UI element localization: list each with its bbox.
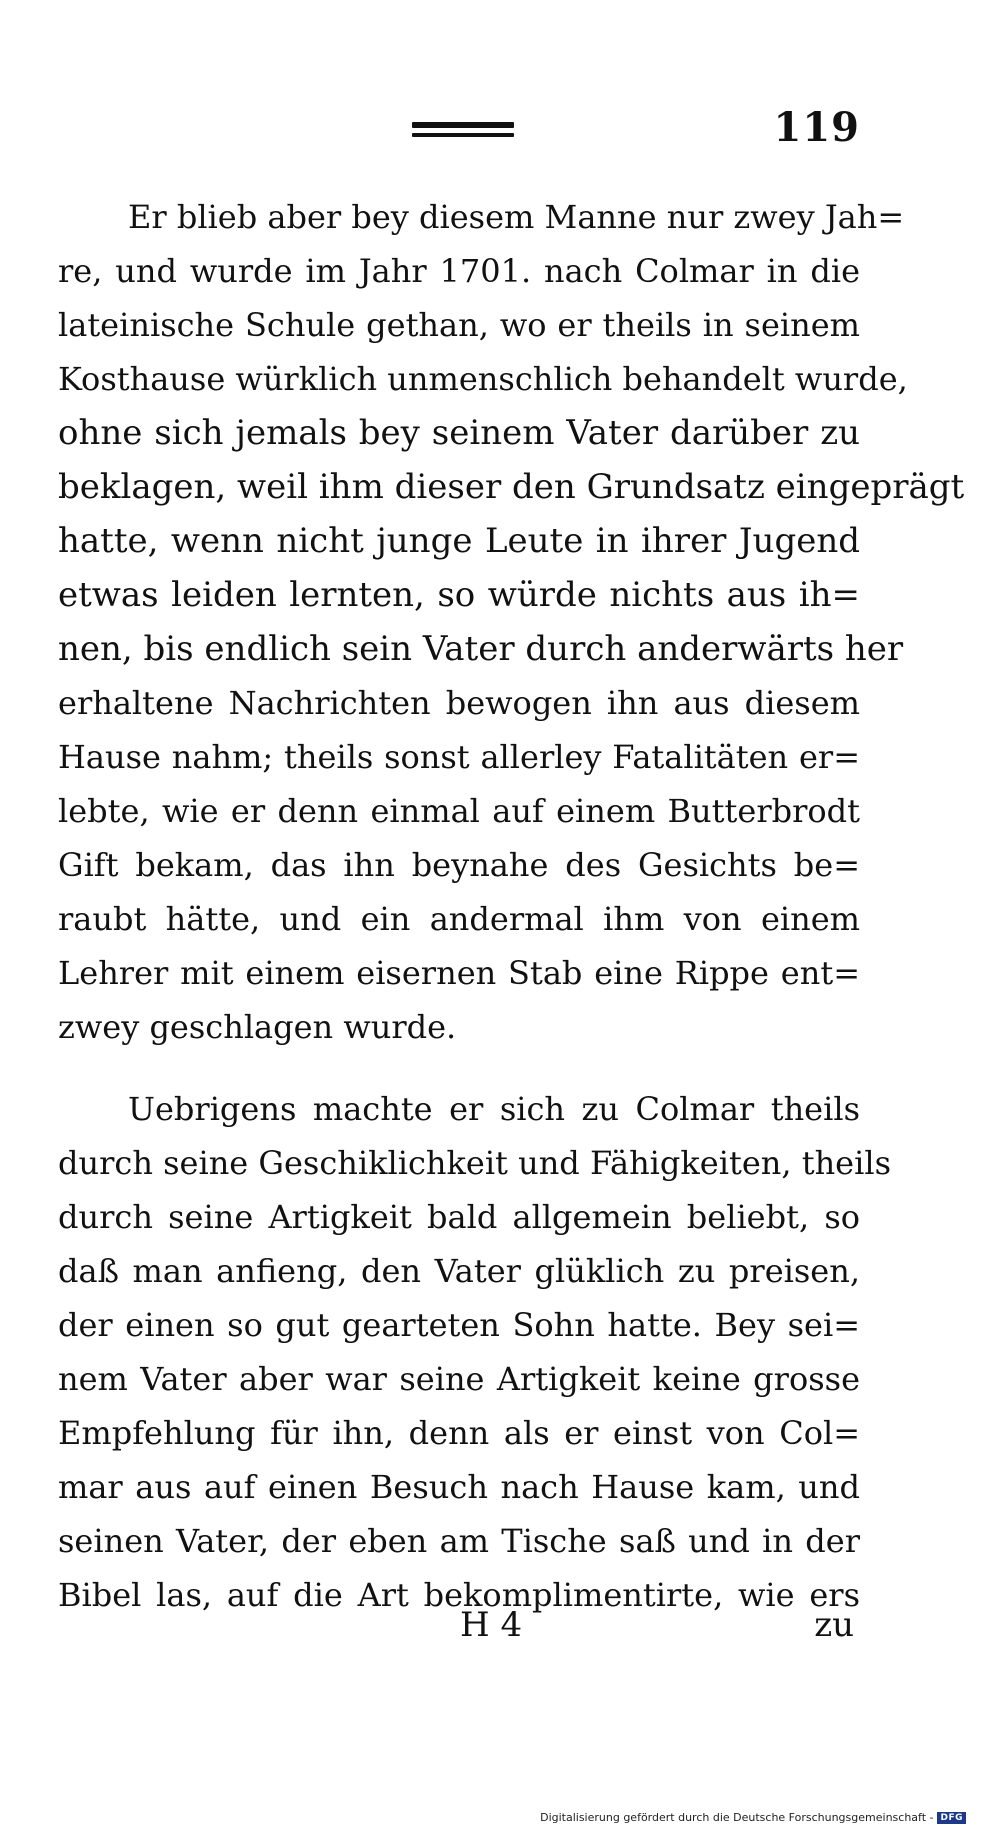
text-line: nen, bis endlich sein Vater durch anderwärts her <box>58 629 904 669</box>
text-line: der einen so gut gearteten Sohn hatte. Bey sei= <box>58 1306 860 1344</box>
text-line: durch seine Geschiklichkeit und Fähigkeiten, theils <box>58 1144 891 1182</box>
header-ornament-rule <box>412 122 514 137</box>
dfg-logo: DFG <box>937 1812 966 1824</box>
digitization-credit <box>540 1811 966 1824</box>
text-line: raubt hätte, und ein andermal ihm von einem <box>58 900 860 938</box>
text-line: zwey geschlagen wurde. <box>58 1008 457 1046</box>
page-number: 119 <box>773 104 860 151</box>
text-line: seinen Vater, der eben am Tische saß und in der <box>58 1522 860 1560</box>
text-line: beklagen, weil ihm dieser den Grundsatz eingeprägt <box>58 467 965 507</box>
text-line: etwas leiden lernten, so würde nichts aus ih= <box>58 575 860 615</box>
text-line: Kosthause würklich unmenschlich behandelt wurde, <box>58 360 908 398</box>
header-rule-thick <box>412 122 514 128</box>
text-line: mar aus auf einen Besuch nach Hause kam, und <box>58 1468 860 1506</box>
paragraph-2 <box>58 1082 891 1622</box>
text-line: Empfehlung für ihn, denn als er einst von Col= <box>58 1414 860 1452</box>
text-line: ohne sich jemals bey seinem Vater darüber zu <box>58 413 860 453</box>
text-line: lateinische Schule gethan, wo er theils in seinem <box>58 306 860 344</box>
header-rule-thin <box>412 133 514 137</box>
text-line: re, und wurde im Jahr 1701. nach Colmar in die <box>58 252 860 290</box>
text-line: Hause nahm; theils sonst allerley Fatalitäten er= <box>58 738 860 776</box>
text-line: lebte, wie er denn einmal auf einem Butterbrodt <box>58 792 860 830</box>
text-line: erhaltene Nachrichten bewogen ihn aus diesem <box>58 684 860 722</box>
text-line: hatte, wenn nicht junge Leute in ihrer Jugend <box>58 521 860 561</box>
text-line: nem Vater aber war seine Artigkeit keine grosse <box>58 1360 860 1398</box>
text-line: Gift bekam, das ihn beynahe des Gesichts be= <box>58 846 860 884</box>
printer-signature: H 4 <box>460 1605 523 1645</box>
text-line: Lehrer mit einem eisernen Stab eine Rippe ent= <box>58 954 860 992</box>
text-line: durch seine Artigkeit bald allgemein beliebt, so <box>58 1198 860 1236</box>
catchword: zu <box>814 1605 854 1645</box>
digitization-credit-text: Digitalisierung gefördert durch die Deutsche Forschungsgemeinschaft - <box>540 1811 934 1824</box>
paragraph-1 <box>58 190 965 1054</box>
text-line: Er blieb aber bey diesem Manne nur zwey Jah= <box>128 198 905 236</box>
text-line: Uebrigens machte er sich zu Colmar theils <box>128 1090 860 1128</box>
text-line: Bibel las, auf die Art bekomplimentirte, wie ers <box>58 1576 860 1614</box>
text-line: daß man anfieng, den Vater glüklich zu preisen, <box>58 1252 860 1290</box>
